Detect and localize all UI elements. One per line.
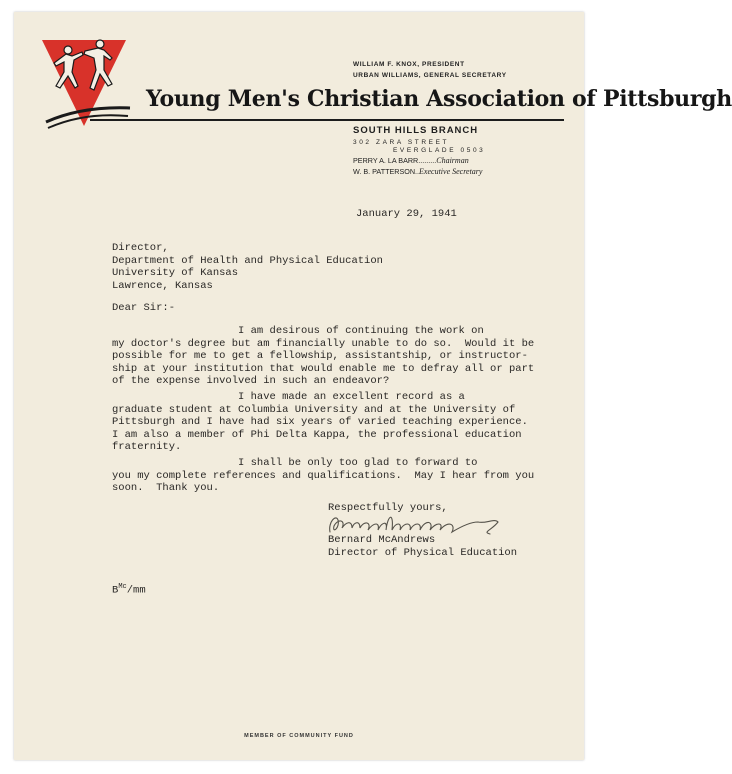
letter-date: January 29, 1941 xyxy=(356,208,457,220)
officers-list xyxy=(353,59,507,81)
closing: Respectfully yours, xyxy=(328,502,448,514)
general-secretary-line: URBAN WILLIAMS, GENERAL SECRETARY xyxy=(353,72,507,79)
branch-info xyxy=(353,125,485,176)
body-paragraph-3: I shall be only too glad to forward to you my complete references and qualifications. May I hear from you soon. Thank you. xyxy=(112,457,535,495)
branch-street: 302 ZARA STREET xyxy=(353,139,450,146)
salutation: Dear Sir:- xyxy=(112,302,176,314)
body-paragraph-2: I have made an excellent record as a graduate student at Columbia University and at the University of Pittsburgh and I have had six years of varied teaching experience. I am also a member of Phi Delta Kappa, the professional education fraternity. xyxy=(112,391,528,454)
chairman-name: PERRY A. LA BARR xyxy=(353,156,419,165)
exec-secretary-line: W. B. PATTERSON..Executive Secretary xyxy=(353,167,483,176)
letter-sheet xyxy=(14,12,732,760)
exec-secretary-title: Executive Secretary xyxy=(419,167,483,176)
typist-initials xyxy=(112,583,146,597)
recipient-line: Director, xyxy=(112,242,169,254)
initials-suffix: /mm xyxy=(126,584,146,597)
chairman-line: PERRY A. LA BARR.........Chairman xyxy=(353,156,469,165)
president-line: WILLIAM F. KNOX, PRESIDENT xyxy=(353,61,465,68)
recipient-line: University of Kansas xyxy=(112,267,239,279)
chairman-title: Chairman xyxy=(436,156,469,165)
exec-secretary-name: W. B. PATTERSON xyxy=(353,167,416,176)
body-paragraph-1: I am desirous of continuing the work on my doctor's degree but am financially unable to do so. Would it be possible for me to get a fellowship, assistantship, or instructor- ship at your institution that would enable me to defray all or part of the expense involved in such an endeavor? xyxy=(112,325,535,388)
branch-phone: EVERGLADE 0503 xyxy=(393,147,486,154)
initials-superscript: Mc xyxy=(118,583,127,591)
letterhead-rule xyxy=(90,119,564,121)
signer-title: Director of Physical Education xyxy=(328,546,518,559)
recipient-line: Department of Health and Physical Education xyxy=(112,254,383,267)
recipient-line: Lawrence, Kansas xyxy=(112,279,213,292)
ymca-triangle-logo xyxy=(42,36,132,130)
recipient-address xyxy=(112,242,383,292)
signer-block xyxy=(328,534,517,559)
footer-note: MEMBER OF COMMUNITY FUND xyxy=(244,733,354,739)
initials-prefix: B xyxy=(112,584,119,597)
branch-name: SOUTH HILLS BRANCH xyxy=(353,125,479,136)
signer-name: Bernard McAndrews xyxy=(328,534,436,546)
organization-name: Young Men's Christian Association of Pittsburgh xyxy=(146,86,732,112)
